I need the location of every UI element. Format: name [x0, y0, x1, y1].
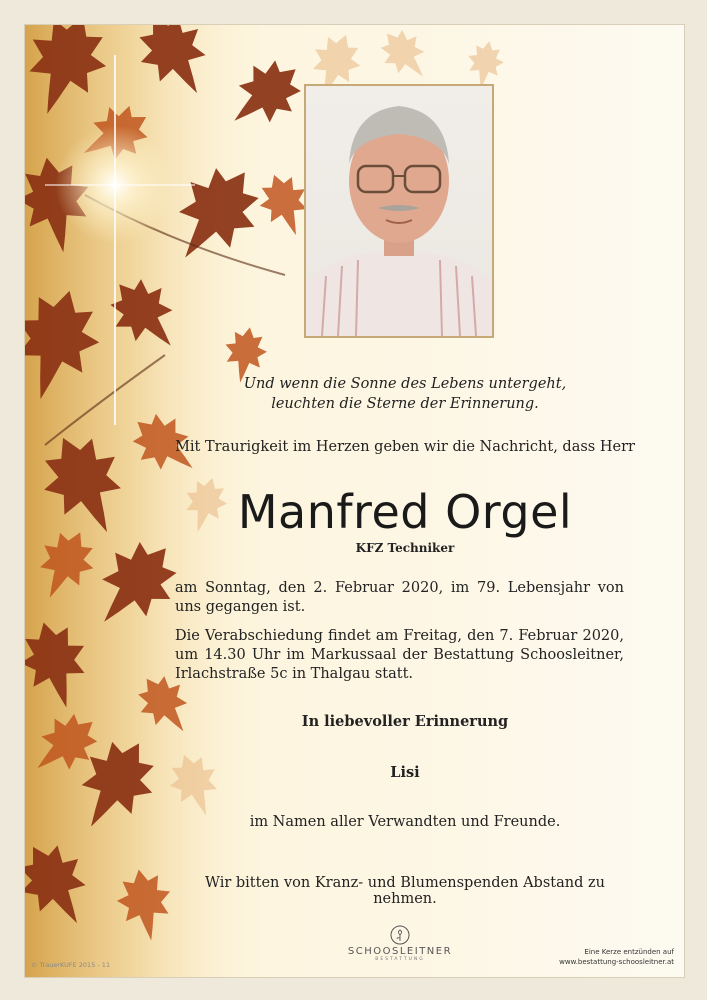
death-notice-paragraph: am Sonntag, den 2. Februar 2020, im 79. Lebensjahr von uns gegangen ist. [175, 580, 624, 615]
deceased-name: Manfred Orgel [237, 485, 573, 539]
portrait-photo [306, 86, 492, 336]
candle-text: Eine Kerze entzünden auf [584, 948, 674, 956]
memory-line: In liebevoller Erinnerung [301, 713, 509, 730]
quote-line-2: leuchten die Sterne der Erinnerung. [271, 396, 539, 412]
quote-line-1: Und wenn die Sonne des Lebens untergeht, [243, 376, 567, 392]
obituary-card [24, 24, 685, 978]
on-behalf-line: im Namen aller Verwandten und Freunde. [249, 814, 561, 830]
rose-icon [390, 925, 410, 945]
funeral-home-logo [345, 925, 455, 962]
copyright-note: © TrauerKUFE 2015 - 11 [31, 961, 111, 969]
funeral-home-subtitle: BESTATTUNG [375, 957, 425, 962]
signatory-name: Lisi [390, 764, 420, 781]
donation-request: Wir bitten von Kranz- und Blumenspenden Abstand zu nehmen. [205, 875, 605, 907]
candle-notice [559, 947, 674, 967]
funeral-home-name: SCHOOSLEITNER [347, 946, 453, 957]
portrait-frame [304, 84, 494, 338]
candle-url[interactable]: www.bestattung-schoosleitner.at [559, 958, 674, 966]
farewell-details-paragraph: Die Verabschiedung findet am Freitag, den 7. Februar 2020, um 14.30 Uhr im Markussaal der Bestattung Schoosleitner, Irlachstraße 5c in Thalgau statt. [175, 628, 624, 682]
memorial-quote [215, 374, 595, 414]
announcement-intro: Mit Traurigkeit im Herzen geben wir die Nachricht, dass Herr [175, 439, 635, 455]
deceased-profession: KFZ Techniker [355, 541, 455, 555]
